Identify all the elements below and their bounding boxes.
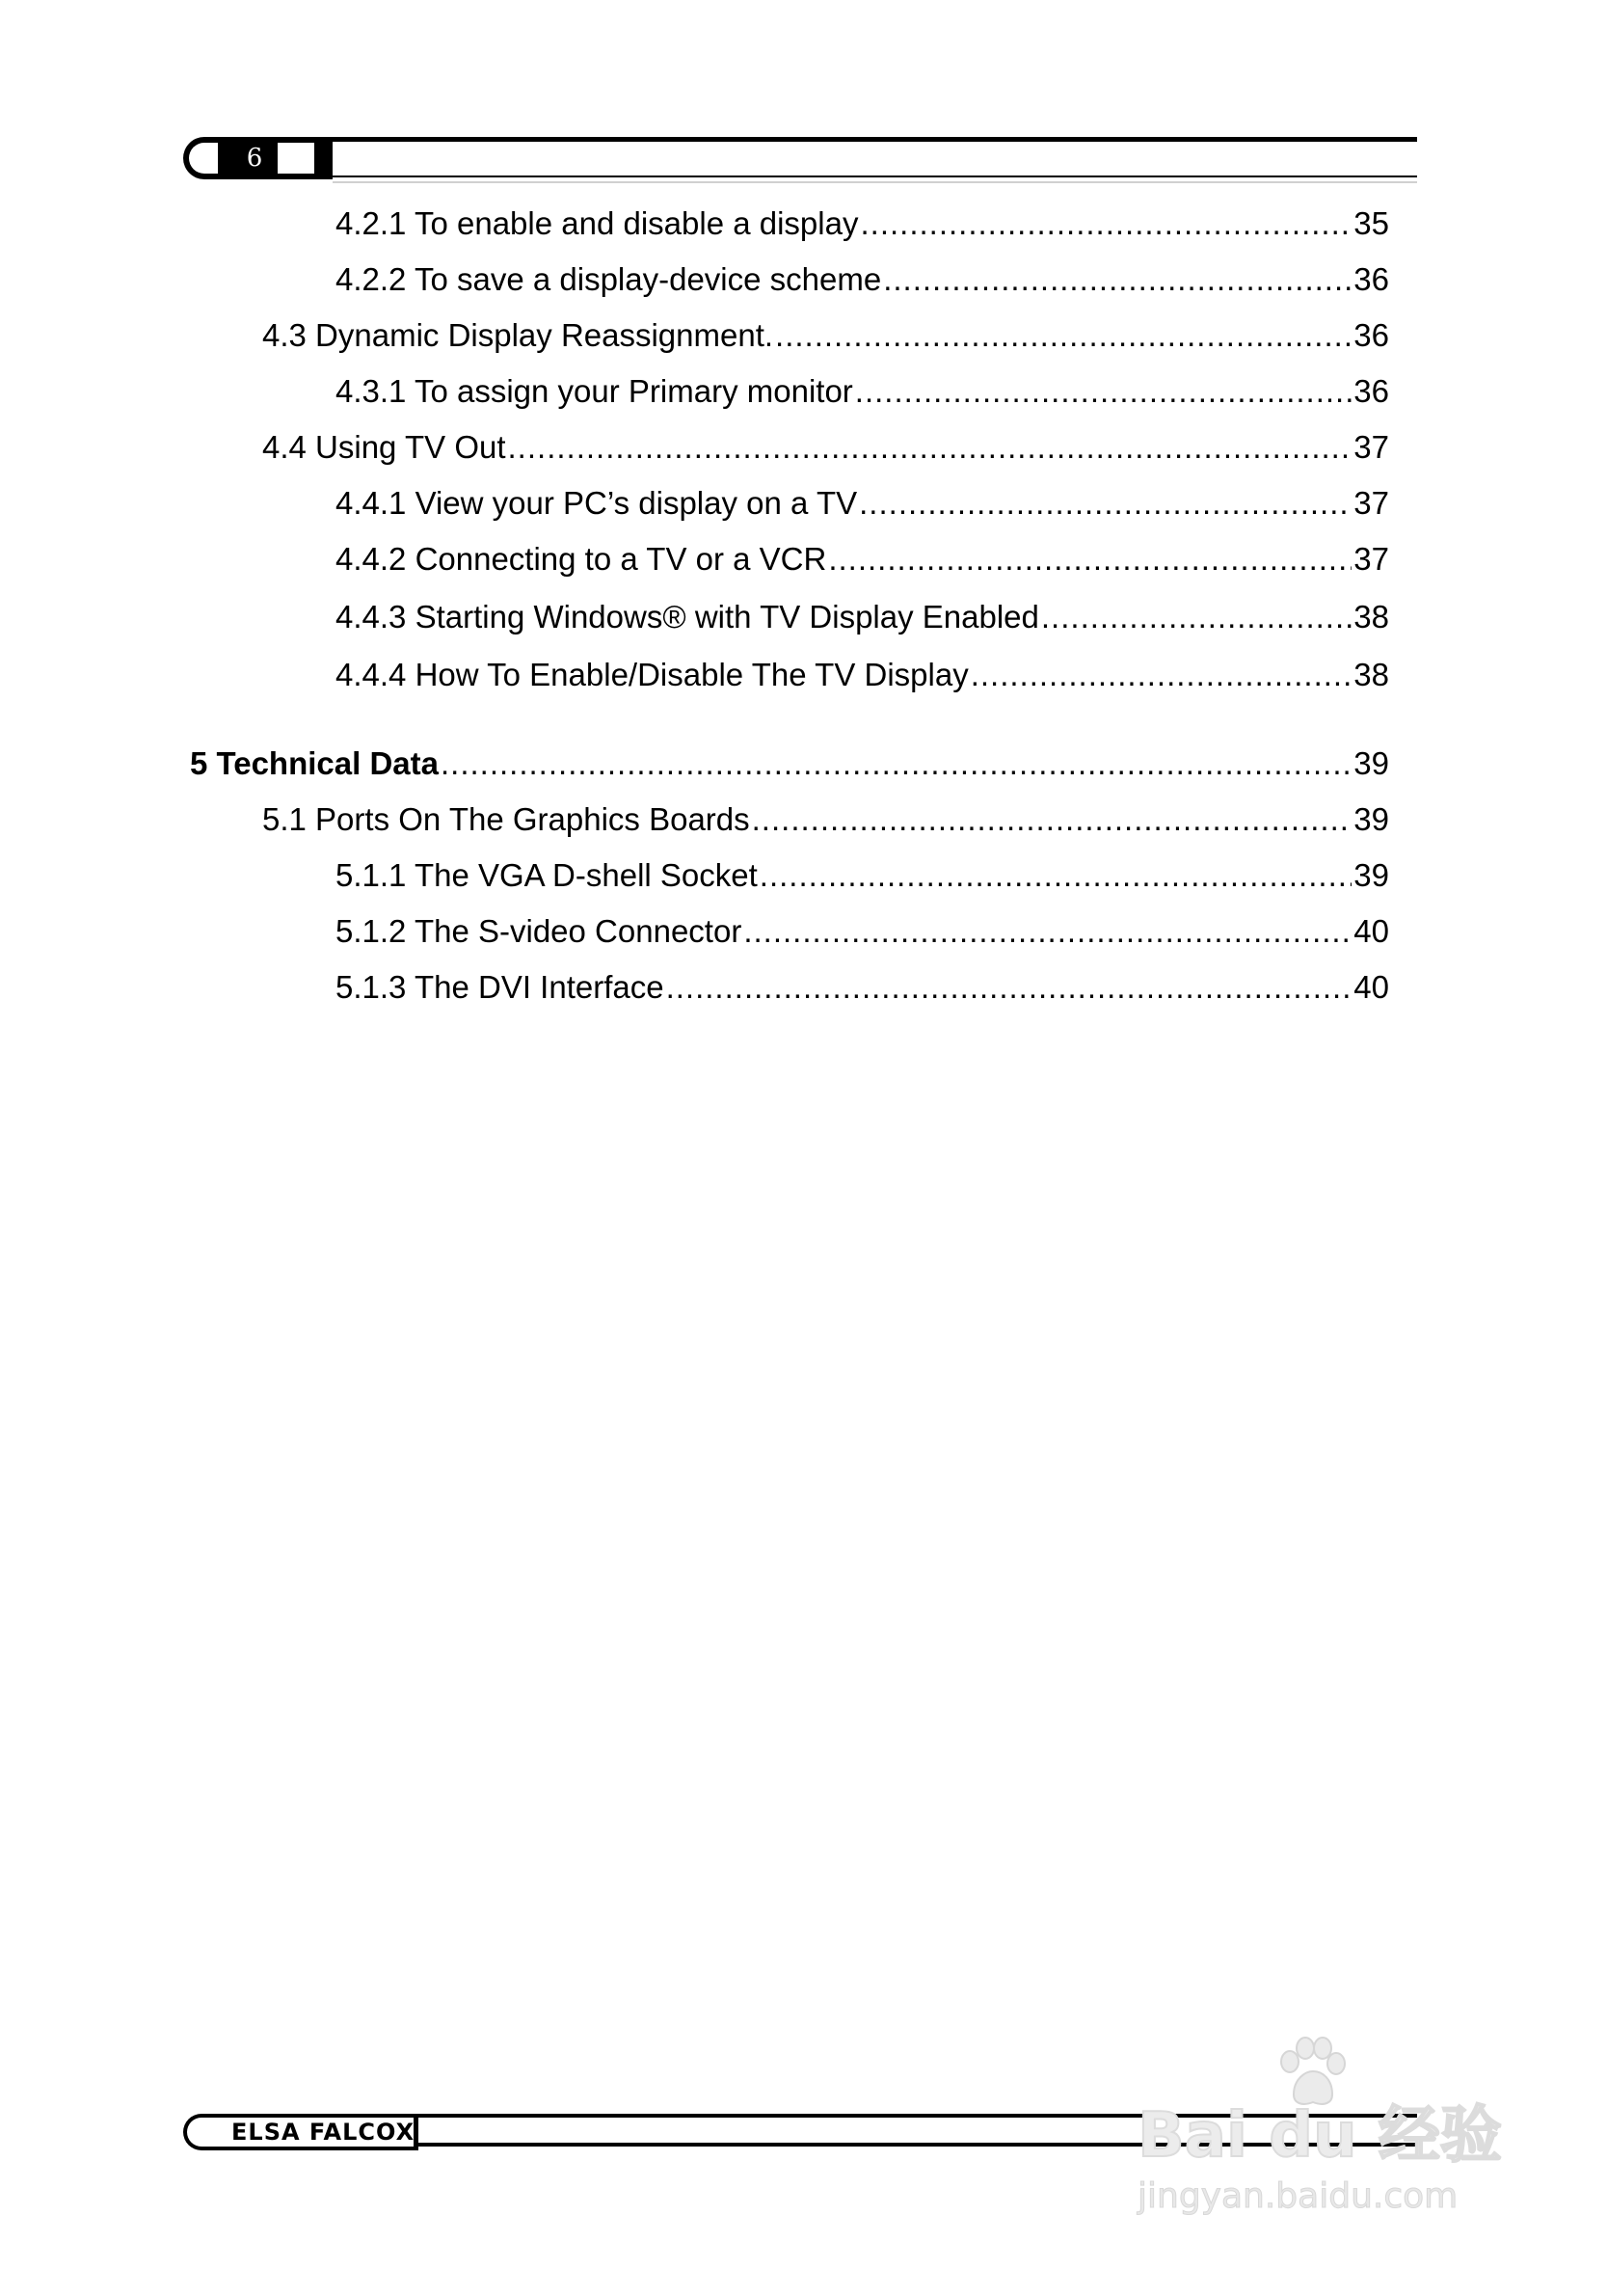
- toc-entry-page: 37: [1353, 429, 1389, 465]
- toc-entry: [335, 968, 1389, 1007]
- watermark-url: jingyan.baidu.com: [1138, 2176, 1459, 2216]
- header-box: [278, 143, 314, 174]
- toc-entry-title: 5.1.2 The S-video Connector: [335, 913, 742, 949]
- toc-entry-title: 4.4.1 View your PC’s display on a TV: [335, 485, 858, 521]
- toc-entry-title: 4.3 Dynamic Display Reassignment.: [262, 317, 774, 353]
- toc-entry-page: 39: [1353, 801, 1389, 837]
- toc-entry-page: 36: [1353, 317, 1389, 353]
- toc-entry-page: 38: [1353, 599, 1389, 635]
- toc-entry: [335, 372, 1389, 411]
- toc-dot-leader: [743, 912, 1352, 951]
- toc-entry-page: 39: [1353, 857, 1389, 893]
- header-divider: [328, 137, 333, 179]
- toc-dot-leader: [441, 744, 1352, 783]
- toc-entry: [190, 744, 1389, 783]
- toc-entry: [262, 800, 1389, 839]
- toc-entry: [335, 484, 1389, 523]
- page-number: 6: [246, 144, 263, 173]
- toc-entry-page: 38: [1353, 657, 1389, 692]
- watermark: [1138, 2035, 1523, 2228]
- toc-entry-page: 40: [1353, 969, 1389, 1005]
- toc-entry-title: 4.4.2 Connecting to a TV or a VCR: [335, 541, 827, 577]
- footer-cap: [183, 2114, 204, 2150]
- toc-entry: [335, 540, 1389, 579]
- toc-dot-leader: [666, 968, 1353, 1007]
- toc-entry: [262, 316, 1389, 355]
- toc-entry: [262, 428, 1389, 467]
- toc-entry-title: 4.4 Using TV Out: [262, 429, 506, 465]
- toc-entry-title: 4.3.1 To assign your Primary monitor: [335, 373, 853, 409]
- toc-dot-leader: [775, 316, 1352, 355]
- toc-entry: [335, 204, 1389, 243]
- toc-entry: [335, 856, 1389, 895]
- toc-dot-leader: [883, 260, 1352, 299]
- footer-brand: ELSA FALCOX: [231, 2119, 415, 2146]
- toc-entry-page: 36: [1353, 261, 1389, 297]
- toc-dot-leader: [508, 428, 1353, 467]
- header-rule-shadow: [333, 181, 1417, 183]
- toc-dot-leader: [752, 800, 1353, 839]
- toc-dot-leader: [1041, 598, 1352, 636]
- toc-dot-leader: [760, 856, 1352, 895]
- toc-dot-leader: [855, 372, 1352, 411]
- toc-entry-title: 4.2.1 To enable and disable a display: [335, 205, 859, 241]
- toc-entry-title: 5.1 Ports On The Graphics Boards: [262, 801, 750, 837]
- toc-entry-page: 36: [1353, 373, 1389, 409]
- toc-entry-title: 4.4.3 Starting Windows® with TV Display Enabled: [335, 599, 1039, 635]
- toc-entry: [335, 260, 1389, 299]
- toc-entry-page: 40: [1353, 913, 1389, 949]
- toc-entry-page: 37: [1353, 541, 1389, 577]
- toc-entry: [335, 598, 1389, 636]
- page-header: [183, 137, 1417, 187]
- toc-entry-page: 39: [1353, 745, 1389, 781]
- toc-dot-leader: [859, 484, 1352, 523]
- header-rule: [328, 137, 1417, 142]
- watermark-brand: Bai du 经验: [1138, 2100, 1502, 2172]
- toc-entry-page: 35: [1353, 205, 1389, 241]
- toc-entry: [335, 912, 1389, 951]
- toc-dot-leader: [971, 656, 1353, 694]
- toc-dot-leader: [860, 204, 1352, 243]
- toc-entry-title: 5 Technical Data: [190, 745, 439, 781]
- toc-entry: [335, 656, 1389, 694]
- toc-entry-title: 5.1.1 The VGA D-shell Socket: [335, 857, 758, 893]
- toc-entry-title: 5.1.3 The DVI Interface: [335, 969, 664, 1005]
- toc-entry-title: 4.4.4 How To Enable/Disable The TV Display: [335, 657, 969, 692]
- toc-entry-page: 37: [1353, 485, 1389, 521]
- toc-entry-title: 4.2.2 To save a display-device scheme: [335, 261, 882, 297]
- header-rule-bottom: [333, 176, 1417, 177]
- toc-dot-leader: [828, 540, 1352, 579]
